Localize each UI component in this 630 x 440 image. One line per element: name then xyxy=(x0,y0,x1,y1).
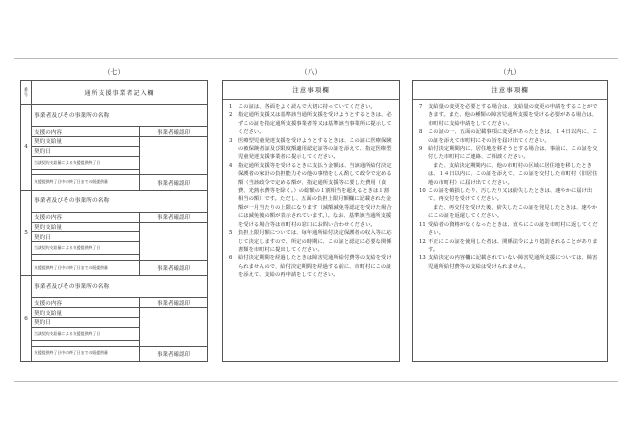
group-number: 4 xyxy=(21,105,32,191)
panel-eight xyxy=(222,68,400,362)
note-text: 給付決定期間を経過したときは障害児通所給付費等の支給を受けられませんので、給付決定期間を経過する前に、市町村にこの証を添えて、支給の再申請をしてください。 xyxy=(238,255,392,279)
note-number: 6 xyxy=(229,255,233,262)
note-text: この証は、各面をよく読んで大切に持っていてください。 xyxy=(238,104,376,110)
panel-number: （九） xyxy=(499,68,521,76)
note-number xyxy=(419,204,428,221)
note-number: 1 xyxy=(229,104,233,110)
note-number: 2 xyxy=(229,112,233,119)
provided-amount-label: 支援提供終了日中の終了日までの既提供量 xyxy=(32,346,140,361)
confirm-seal-label: 事業者確認印 xyxy=(139,346,207,361)
note-text: 給付決定期間内に、居住地を移そうとする場合は、事前に、この証を交付した市町村にご連絡、ご相談ください。 xyxy=(428,146,598,161)
provider-record-table xyxy=(20,80,208,362)
note-number: 11 xyxy=(419,221,426,228)
note-number: 5 xyxy=(229,230,233,237)
note-text: この証の一、五面の記載事項に変更があったときは、１４日以内に、この証を添えて市町村にその旨を届け出てください。 xyxy=(428,129,598,144)
provided-amount-label: 支援提供終了日中の終了日までの既提供量 xyxy=(32,175,140,190)
notes-heading: 注意事項欄 xyxy=(413,81,607,100)
note-item xyxy=(229,162,393,229)
note-item xyxy=(419,204,601,221)
note-text: また、支給決定期間内に、他の市町村の区域に居住地を移したときは、１４日以内に、この証を添えて、この証を交付した市町村（旧居住地の市町村）に届け出てください。 xyxy=(428,162,598,186)
panel-number: （七） xyxy=(103,68,125,76)
confirm-seal-space xyxy=(139,308,207,346)
table-heading: 通所支援事業者記入欄 xyxy=(32,81,208,105)
support-content-label: 支援の内容 xyxy=(32,127,140,137)
panel-seven xyxy=(20,68,208,362)
confirm-seal-label: 事業者確認印 xyxy=(139,175,207,190)
note-number xyxy=(419,162,428,187)
notes-box-middle xyxy=(222,80,400,362)
notes-list xyxy=(413,100,607,271)
notes-heading: 注意事項欄 xyxy=(223,81,399,100)
note-item xyxy=(229,111,393,136)
note-text: 受給者の資格がなくなったときは、直ちにこの証を市町村に返してください。 xyxy=(428,221,598,237)
note-number: 13 xyxy=(419,255,426,262)
note-number: 10 xyxy=(419,188,426,195)
top-separator xyxy=(14,58,618,59)
note-text: また、再交付を受けた後、紛失したこの証を発見したときは、速やかにこの証を返還してください。 xyxy=(428,204,598,220)
number-column-header: 番号 xyxy=(21,81,32,105)
service-end-date-label: 当該契約支給量による支援提供終了日 xyxy=(32,327,140,340)
note-number: 12 xyxy=(419,238,426,245)
note-item xyxy=(229,254,393,279)
note-item xyxy=(419,145,601,162)
contract-amount-label: 契約支給量 xyxy=(32,222,140,232)
confirm-seal-label: 事業者確認印 xyxy=(139,212,207,222)
confirm-seal-space xyxy=(139,136,207,174)
note-text: 支給決定の内容欄に記載されていない障害児通所支援については、障害児通所給付費等の支給は受けられません。 xyxy=(428,255,598,270)
note-number: 4 xyxy=(229,162,233,169)
note-text: 指定通所支援又は基準該当通所支援を受けようとするときは、必ずこの証を指定通所支援事業者等又は基準該当事業所に提示してください。 xyxy=(238,112,392,136)
provider-name-label: 事業者及びその事業所の名称 xyxy=(32,190,208,212)
note-text: 医療型児童発達支援を受けようとするときは、この証に医療保険の被保険者証及び限度額適用認定証等の証を添えて、指定医療型児童発達支援事業者に提示してください。 xyxy=(238,137,392,161)
note-item xyxy=(419,254,601,271)
confirm-seal-label: 事業者確認印 xyxy=(139,127,207,137)
note-number: 8 xyxy=(419,129,423,136)
contract-date-label: 契約日 xyxy=(32,318,140,328)
note-number: 7 xyxy=(419,104,423,110)
bottom-separator xyxy=(14,381,618,382)
note-item xyxy=(419,128,601,145)
contract-date-label: 契約日 xyxy=(32,146,140,156)
note-item xyxy=(419,238,601,255)
group-number: 6 xyxy=(21,276,32,362)
support-content-label: 支援の内容 xyxy=(32,298,140,308)
support-content-label: 支援の内容 xyxy=(32,212,140,222)
note-number: 3 xyxy=(229,137,233,144)
note-item xyxy=(229,137,393,162)
provider-name-label: 事業者及びその事業所の名称 xyxy=(32,105,208,127)
confirm-seal-label: 事業者確認印 xyxy=(139,260,207,275)
contract-amount-label: 契約支給量 xyxy=(32,308,140,318)
service-end-date-label: 当該契約支給量による支援提供終了日 xyxy=(32,242,140,255)
note-number: 9 xyxy=(419,146,423,153)
note-item xyxy=(229,229,393,254)
note-item xyxy=(229,103,393,111)
group-number: 5 xyxy=(21,190,32,276)
provider-name-label: 事業者及びその事業所の名称 xyxy=(32,276,208,298)
contract-amount-label: 契約支給量 xyxy=(32,136,140,146)
note-text: 指定通所支援等を受けるときに支払う金額は、当該通所給付決定保護者の家計の負担能力その他の事情をしん酌して政令で定める額（当該政令で定める額が、指定通所支援等に要した費用（食費、光熱水費等を除く。）の総額の１割相当を超えるときは１割相当の額）です。ただし、五面の負担上限月額欄に記載された金額が一月当たりの上限になります（減額減免等認定を受けた場合には減免後の額が表示されています。）。なお、基準該当通所支援を受ける場合等は市町村の窓口にお問い合わせください。 xyxy=(238,162,392,228)
note-item xyxy=(419,221,601,238)
note-item xyxy=(419,162,601,187)
note-item xyxy=(419,103,601,128)
notes-box-right xyxy=(412,80,608,362)
note-text: 支給量の変更を必要とする場合は、支給量の変更の申請をすることができます。また、他の種類の障害児通所支援を受ける必要がある場合は、市町村に支給申請をしてください。 xyxy=(428,104,598,127)
provided-amount-label: 支援提供終了日中の終了日までの既提供量 xyxy=(32,260,140,275)
note-text: 負担上限月額については、毎年通所給付決定保護者の収入等に応じて決定しますので、所定の時期に、この証と認定に必要な関係書類を市町村に提出してください。 xyxy=(238,230,392,253)
notes-list xyxy=(223,100,399,280)
service-end-date-label: 当該契約支給量による支援提供終了日 xyxy=(32,156,140,169)
panel-number: （八） xyxy=(300,68,322,76)
confirm-seal-space xyxy=(139,222,207,260)
note-item xyxy=(419,187,601,204)
panel-nine xyxy=(412,68,608,362)
confirm-seal-label: 事業者確認印 xyxy=(139,298,207,308)
contract-date-label: 契約日 xyxy=(32,232,140,242)
note-text: この証を破損したり、汚したり又は紛失したときは、速やかに届け出て、再交付を受けてください。 xyxy=(428,188,593,203)
note-text: 不正にこの証を使用した者は、関係法令により処罰されることがあります。 xyxy=(428,238,598,253)
